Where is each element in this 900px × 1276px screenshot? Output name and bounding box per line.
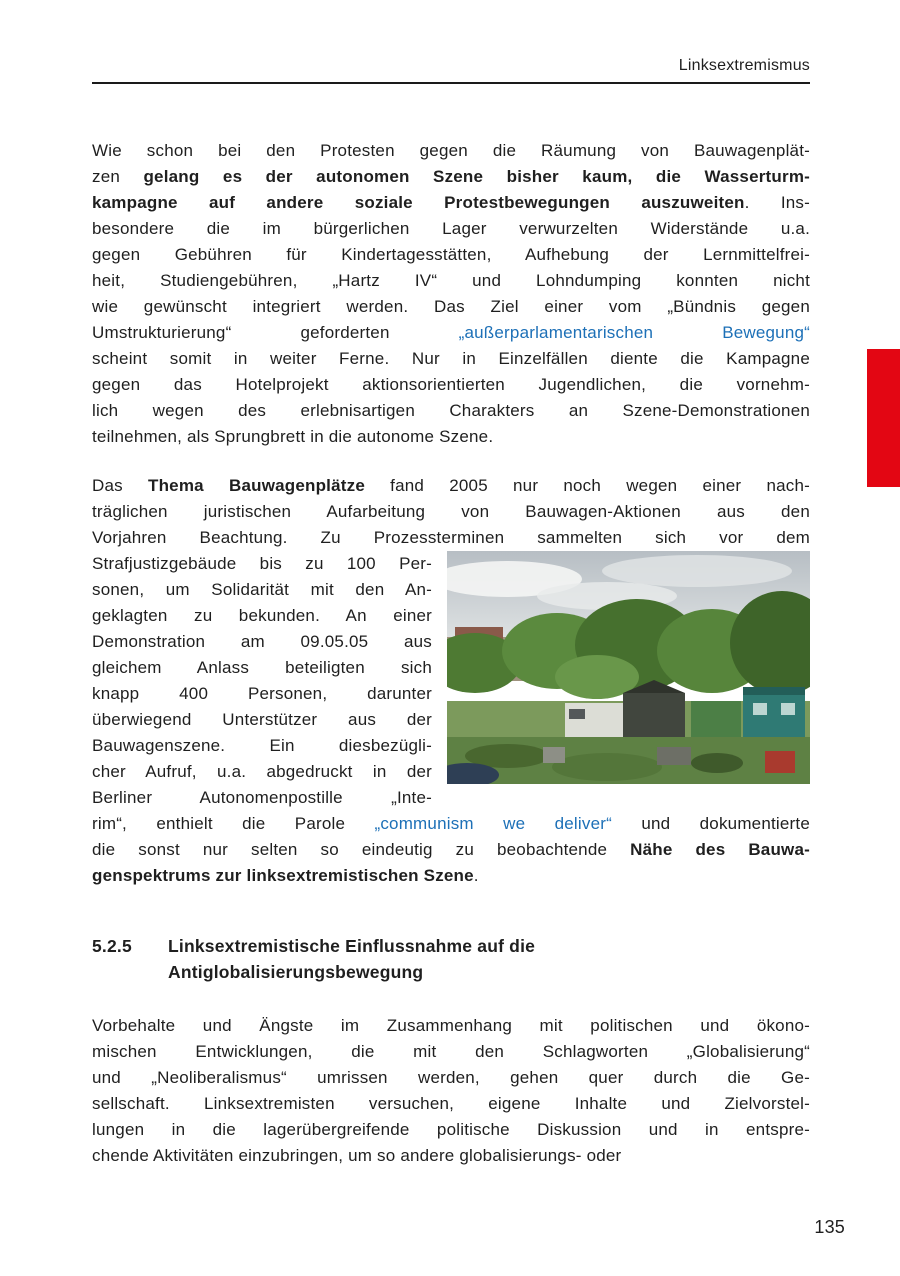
text-segment: heit, Studiengebühren, „Hartz IV“ und Lohndumping konnten nicht [92,271,810,290]
section-title-line1: Linksextremistische Einflussnahme auf die [168,936,536,956]
text-segment: und dokumentierte [611,814,810,833]
paragraph-bauwagen-bottom [92,811,810,889]
text-segment: überwiegend Unterstützer aus der [92,710,432,729]
text-line [92,499,810,525]
text-line [92,629,432,655]
chapter-tab-marker [867,349,900,487]
running-header [92,0,810,84]
text-segment: . Ins- [744,193,810,212]
text-segment: . [473,866,479,885]
text-line [92,551,432,577]
text-segment: besondere die im bürgerlichen Lager verwurzelten Widerstände u.a. [92,219,810,238]
text-line [92,268,810,294]
text-line [92,1143,810,1169]
paragraph-wasserturm [92,138,810,450]
text-segment: Berliner Autonomenpostille „Inte- [92,788,432,807]
text-line [92,525,810,551]
text-line [92,603,432,629]
paragraph-globalisierung [92,1013,810,1169]
text-segment: mischen Entwicklungen, die mit den Schlagworten „Globalisierung“ [92,1042,810,1061]
paragraph-bauwagen-top [92,473,810,551]
text-segment: Strafjustizgebäude bis zu 100 Per- [92,554,432,573]
text-segment: gleichem Anlass beteiligten sich [92,658,432,677]
photo-foreground [447,737,810,784]
text-segment: gelang es der autonomen Szene bisher kaum, die Wasserturm- [143,167,810,186]
text-line [92,346,810,372]
text-segment: wie gewünscht integriert werden. Das Ziel einer vom „Bündnis gegen [92,297,810,316]
text-line [92,424,810,450]
section-heading-5-2-5 [92,933,810,985]
text-segment: kampagne auf andere soziale Protestbewegungen auszuweiten [92,193,745,212]
text-line [92,372,810,398]
text-segment: Das [92,476,149,495]
text-segment: zen [92,167,144,186]
text-segment: geklagten zu bekunden. An einer [92,606,432,625]
text-segment: gegen das Hotelprojekt aktionsorientierten Jugendlichen, die vornehm- [92,375,810,394]
text-line [92,759,432,785]
paragraph-bauwagen-narrow-column [92,551,432,811]
text-segment: Bauwagenszene. Ein diesbezügli- [92,736,432,755]
text-segment: Nähe des Bauwa- [630,840,810,859]
text-segment: sellschaft. Linksextremisten versuchen, eigene Inhalte und Zielvorstel- [92,1094,810,1113]
text-segment: Wie schon bei den Protesten gegen die Räumung von Bauwagenplät- [92,141,810,160]
bauwagenplatz-photo [447,551,810,784]
text-line [92,398,810,424]
running-header-title: Linksextremismus [678,57,810,74]
text-line [92,785,432,811]
text-line [92,242,810,268]
text-line [92,164,810,190]
text-segment: knapp 400 Personen, darunter [92,684,432,703]
text-segment: sonen, um Solidarität mit den An- [92,580,432,599]
text-segment: träglichen juristischen Aufarbeitung von Bauwagen-Aktionen aus den [92,502,810,521]
text-line [92,1117,810,1143]
text-segment: die sonst nur selten so eindeutig zu beobachtende [92,840,631,859]
paragraph-bauwagen-middle [92,551,810,811]
text-segment: genspektrums zur linksextremistischen Szene [92,866,474,885]
section-title [168,933,535,985]
text-segment: scheint somit in weiter Ferne. Nur in Einzelfällen diente die Kampagne [92,349,810,368]
text-segment: Vorjahren Beachtung. Zu Prozessterminen sammelten sich vor dem [92,528,810,547]
text-line [92,294,810,320]
text-line [92,216,810,242]
inline-link[interactable]: „außerparlamentarischen Bewegung“ [458,323,810,342]
text-line [92,863,810,889]
text-line [92,707,432,733]
text-segment: teilnehmen, als Sprungbrett in die autonome Szene. [92,427,494,446]
text-line [92,733,432,759]
text-line [92,1065,810,1091]
text-segment: Umstrukturierung“ geforderten [92,323,459,342]
text-segment: Demonstration am 09.05.05 aus [92,632,432,651]
text-segment: lich wegen des erlebnisartigen Charakters an Szene-Demonstrationen [92,401,810,420]
text-line [92,320,810,346]
text-line [92,473,810,499]
page-number: 135 [814,1217,845,1237]
text-segment: und „Neoliberalismus“ umrissen werden, gehen quer durch die Ge- [92,1068,810,1087]
inline-link[interactable]: „communism we deliver“ [374,814,612,833]
text-segment: Thema Bauwagenplätze [148,476,365,495]
text-line [92,190,810,216]
text-segment: fand 2005 nur noch wegen einer nach- [364,476,810,495]
text-line [92,811,810,837]
text-segment: cher Aufruf, u.a. abgedruckt in der [92,762,432,781]
text-line [92,681,432,707]
text-line [92,577,432,603]
text-segment: rim“, enthielt die Parole [92,814,375,833]
text-line [92,655,432,681]
text-segment: lungen in die lagerübergreifende politische Diskussion und in entspre- [92,1120,810,1139]
text-line [92,1091,810,1117]
text-segment: gegen Gebühren für Kindertagesstätten, Aufhebung der Lernmittelfrei- [92,245,810,264]
text-segment: chende Aktivitäten einzubringen, um so andere globalisierungs- oder [92,1146,622,1165]
text-line [92,837,810,863]
text-line [92,1039,810,1065]
text-segment: Vorbehalte und Ängste im Zusammenhang mit politischen und ökono- [92,1016,810,1035]
section-title-line2: Antiglobalisierungsbewegung [168,962,424,982]
text-line [92,138,810,164]
section-number: 5.2.5 [92,936,132,956]
text-line [92,1013,810,1039]
